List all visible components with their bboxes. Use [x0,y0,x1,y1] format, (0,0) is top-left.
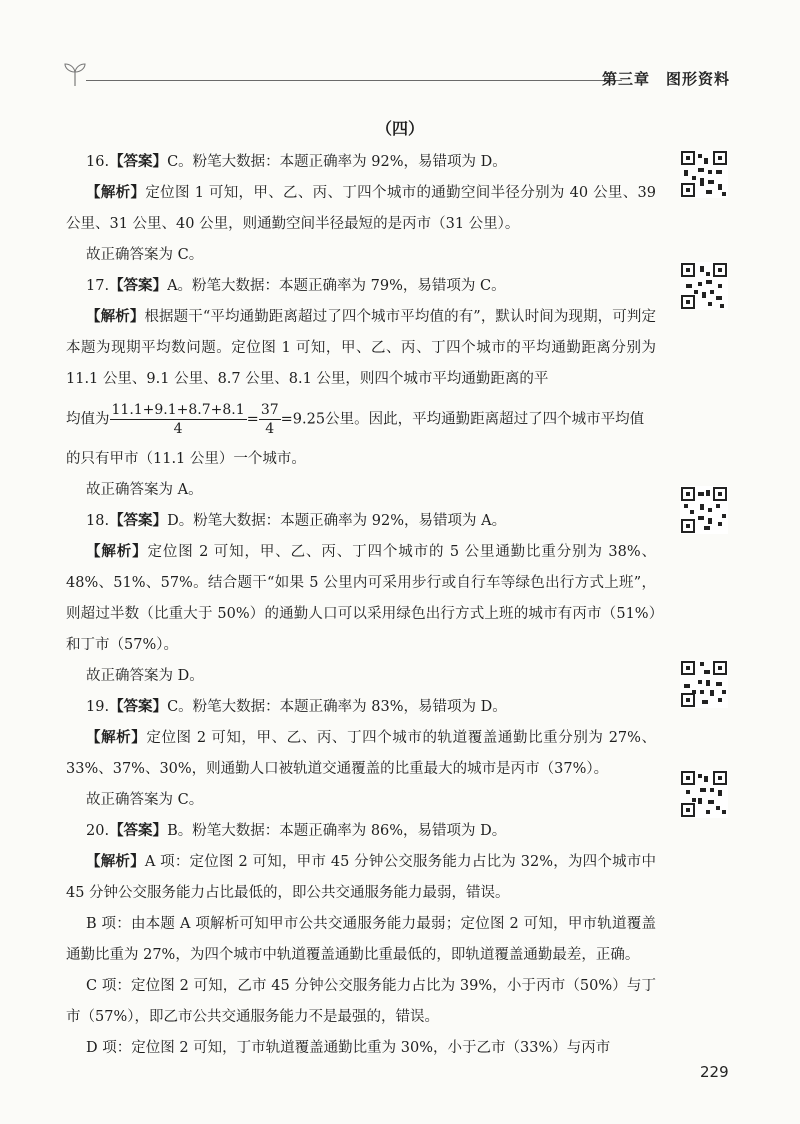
answer-tag: 【答案】 [109,699,168,715]
answer-tag: 【答案】 [109,513,168,529]
q20-option-d: D 项：定位图 2 可知，丁市轨道覆盖通勤比重为 30%，小于乙市（33%）与丙市 [86,1040,611,1056]
answer-tag: 【答案】 [109,823,168,839]
q20-answer: 20.【答案】B。粉笔大数据：本题正确率为 86%，易错项为 D。 [86,823,507,839]
header-rule [86,80,622,81]
analysis-tag: 【解析】 [86,185,146,201]
analysis-tag: 【解析】 [86,730,147,746]
section-title: （四） [375,119,424,138]
sprout-icon [60,60,90,88]
q18-analysis: 【解析】定位图 2 可知，甲、乙、丙、丁四个城市的 5 公里通勤比重分别为 38%、48%、51%、57%。结合题干“如果 5 公里内可采用步行或自行车等绿色出行方式上班”，则超过半数（比重大于 50%）的通勤人口可以采用绿色出行方式上班的城市有丙市（51%）和丁市（57%）。 [66,544,656,653]
analysis-tag: 【解析】 [86,544,148,560]
q20-option-c: C 项：定位图 2 可知，乙市 45 分钟公交服务能力占比为 39%，小于丙市（50%）与丁市（57%），即乙市公共交通服务能力不是最强的，错误。 [66,978,656,1025]
q19-analysis: 【解析】定位图 2 可知，甲、乙、丙、丁四个城市的轨道覆盖通勤比重分别为 27%、33%、37%、30%，则通勤人口被轨道交通覆盖的比重最大的城市是丙市（37%）。 [66,730,657,777]
answer-tag: 【答案】 [109,278,168,294]
qr-code-icon [680,486,728,534]
q17-analysis: 【解析】根据题干“平均通勤距离超过了四个城市平均值的有”，默认时间为现期，可判定本题为现期平均数问题。定位图 1 可知，甲、乙、丙、丁四个城市的平均通勤距离分别为 11.1 公里、9.1 公里、8.7 公里、8.1 公里，则四个城市平均通勤距离的平 [66,309,657,387]
page-header [60,60,730,96]
q17-answer: 17.【答案】A。粉笔大数据：本题正确率为 79%，易错项为 C。 [86,278,506,294]
q17-conclusion: 故正确答案为 A。 [86,482,203,498]
q20-analysis: 【解析】A 项：定位图 2 可知，甲市 45 分钟公交服务能力占比为 32%，为四个城市中 45 分钟公交服务能力占比最低的，即公共交通服务能力最弱，错误。 [66,854,657,901]
qr-code-icon [680,660,728,708]
fraction: $\frac{37}{4}$ [260,402,279,437]
q17-analysis-cont: 的只有甲市（11.1 公里）一个城市。 [66,451,306,467]
analysis-tag: 【解析】 [86,309,145,325]
qr-code-icon [680,150,728,198]
q17-formula: 均值为 $\frac{11.1+9.1+8.7+8.1}{4}$ = $\frac{37}{4}$ =9.25公里。因此，平均通勤距离超过了四个城市平均值 [66,402,645,437]
q16-conclusion: 故正确答案为 C。 [86,247,204,263]
qr-code-icon [680,262,728,310]
page-number: 229 [700,1063,729,1081]
q16-answer: 16.【答案】C。粉笔大数据：本题正确率为 92%，易错项为 D。 [86,154,507,170]
q19-conclusion: 故正确答案为 C。 [86,792,204,808]
answer-tag: 【答案】 [109,154,168,170]
qr-code-icon [680,770,728,818]
q20-option-b: B 项：由本题 A 项解析可知甲市公共交通服务能力最弱；定位图 2 可知，甲市轨道覆盖通勤比重为 27%，为四个城市中轨道覆盖通勤比重最低的，即轨道覆盖通勤最差，正确。 [66,916,656,963]
fraction: $\frac{11.1+9.1+8.7+8.1}{4}$ [111,402,245,437]
q19-answer: 19.【答案】C。粉笔大数据：本题正确率为 83%，易错项为 D。 [86,699,507,715]
answer-content [66,147,656,1064]
q16-analysis: 【解析】定位图 1 可知，甲、乙、丙、丁四个城市的通勤空间半径分别为 40 公里、39 公里、31 公里、40 公里，则通勤空间半径最短的是丙市（31 公里）。 [66,185,657,232]
q18-conclusion: 故正确答案为 D。 [86,668,204,684]
chapter-title: 第三章 图形资料 [601,70,730,88]
q18-answer: 18.【答案】D。粉笔大数据：本题正确率为 92%，易错项为 A。 [86,513,507,529]
analysis-tag: 【解析】 [86,854,145,870]
